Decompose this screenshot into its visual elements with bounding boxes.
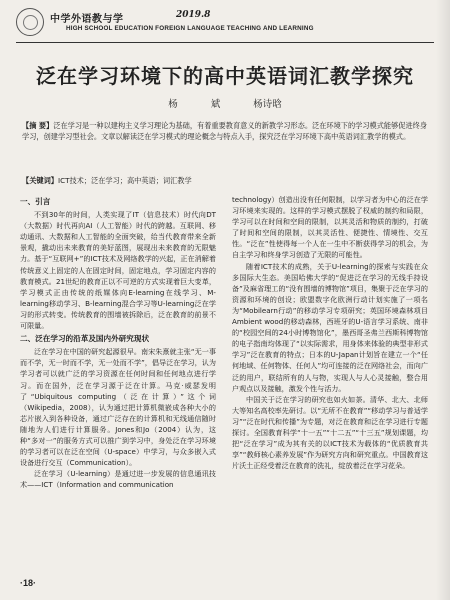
author-name: 杨诗晗 xyxy=(253,99,282,110)
journal-subtitle: HIGH SCHOOL EDUCATION FOREIGN LANGUAGE TEACHING AND LEARNING xyxy=(66,25,314,32)
body-paragraph: 中国关于泛在学习的研究也如火如荼。清华、北大、北师大等知名高校率先研讨。以“无所不在教育”“移动学习与普适学习”“泛在时代和传播”为专题，对泛在教育和泛在学习进行专题探讨。全国教育科学“十一五”“十二五”“十三五”规划课题，均把“泛在学习”成为其有关的以ICT技术为载体的“优质教育共享”“教师核心素养发展”作为研究方向和研究重点。中国教育这片沃土正经受着泛在教育的洗礼，绽放着泛在学习花朵。 xyxy=(232,394,428,471)
section-heading: 二、泛在学习的沿革及国内外研究现状 xyxy=(20,334,150,344)
body-paragraph: 随着ICT技术的成熟，关于U-learning的探索与实践在众多国际大生态。美国哈佛大学的“促进泛在学习的无线手持设备”及麻省理工的“没有围墙的博物馆”项目，集聚于泛在学习的资源和环境的创设；欧盟数字化欧洲行动计划实施了一项名为“Mobilearn行动”的移动学习专项研究；英国环境森林项目Ambient wood的移动森林，西班牙的U-语言学习系统、南非的“校园空间的24小时博物馆化”，墨西哥圣弗兰西斯科博物馆的电子指南均体现了“以实际需求，用身体来体验的典型非形式学习”泛在教育的特点；日本的U-Japan计划旨在建立一个“任何地域、任何物体、任何人”均可连接的泛在网络社会，而向广泛的用户，联结所有的人与物，实现人与人心灵接触，整合用户观点以及接触，激发个性与活力。 xyxy=(232,261,428,393)
body-paragraph: 不到30年的时间，人类实现了IT（信息技术）时代向DT（大数据）时代再向AI（人工智能）时代的跨越。互联网、移动通讯、大数据和人工智能的全面突破，给当代教育带来全新景观，撬动出未来教育的美好蓝图，展现出未来教育的无限魅力。基于“互联网+”的ICT技术及网络教学的兴起，正在消解着传统意义上固定的人在固定时间，固定地点，学习固定内容的教育模式。21世纪的教育正以不可逆的方式实现着巨大变革，学习模式正由传统的纸媒体向E-learning在线学习、M-learning移动学习、B-learning混合学习等U-learning泛在学习的形式转变。传统教育的围墙被拆除后，泛在教育的前景不可限量。 xyxy=(20,210,216,331)
abstract-label: 【摘 要】 xyxy=(22,121,54,130)
keywords-label: 【关键词】 xyxy=(22,176,58,185)
keywords xyxy=(22,176,428,186)
header-rule xyxy=(16,42,434,43)
body-paragraph: 泛在学习在中国的研究起源很早。南宋朱熹就主张“无一事而不学，无一时而不学，无一处而不学”，倡导泛在学习，认为学习者可以就广泛的学习资源在任何时间和任何地点进行学习。而在国外，泛在学习源于泛在计算。马克·威瑟发明了“Ubiquitous computing（泛在计算）”这个词（Wikipedia，2008），认为通过把计算机微嵌成各种大小的芯片嵌入到各种设备，通过广泛存在的计算机和无线通信随时随地为人们进行计算服务。Jones和Jo（2004）认为，这种“多对一”的服务方式可以推广到学习中，身处泛在学习环境的学习者可以在泛在空间（U-space）中学习，与众多嵌入式设备进行交互（Communication）。 xyxy=(20,347,216,468)
author-name: 杨 斌 xyxy=(168,99,221,110)
body-paragraph: 泛在学习（U-learning）是通过进一步发展的信息通讯技术——ICT（Information and communication xyxy=(20,469,216,490)
journal-logo xyxy=(16,8,44,36)
journal-header xyxy=(16,8,434,42)
page-number: ·18· xyxy=(20,578,37,588)
article-authors xyxy=(0,96,450,110)
keywords-text: ICT技术；泛在学习；高中英语；词汇教学 xyxy=(57,176,192,185)
abstract xyxy=(22,120,428,142)
section-heading: 一、引言 xyxy=(20,197,51,206)
page-shadow xyxy=(436,0,450,600)
body-paragraph: technology）创造出没有任何限制，以学习者为中心的泛在学习环境来实现的。这样的学习模式摆脱了权威的制约和局限，学习可以在时间和空间的限制，以其灵活和物质的制约，打破了时间和空间的限制，以其灵活性、便捷性、情境性、交互性。“泛在”性使得每一个人在一生中不断获得学习的机会，为自主学习和终身学习创造了无限的可能性。 xyxy=(232,195,428,260)
issue-date: 2019.8 xyxy=(176,10,211,20)
body-column-right xyxy=(232,194,428,471)
journal-name: 中学外语教与学 xyxy=(50,14,124,25)
abstract-text: 泛在学习是一种以建构主义学习理论为基础，有着重要教育意义的新教学习形态。泛在环境下的学习模式能够促进终身学习，创建学习型社会。文章以解读泛在学习模式的理论概念与特点入手，探究泛在学习环境下高中英语词汇教学的模式。 xyxy=(22,121,428,141)
article-title: 泛在学习环境下的高中英语词汇教学探究 xyxy=(36,64,414,88)
body-column-left xyxy=(20,194,216,490)
